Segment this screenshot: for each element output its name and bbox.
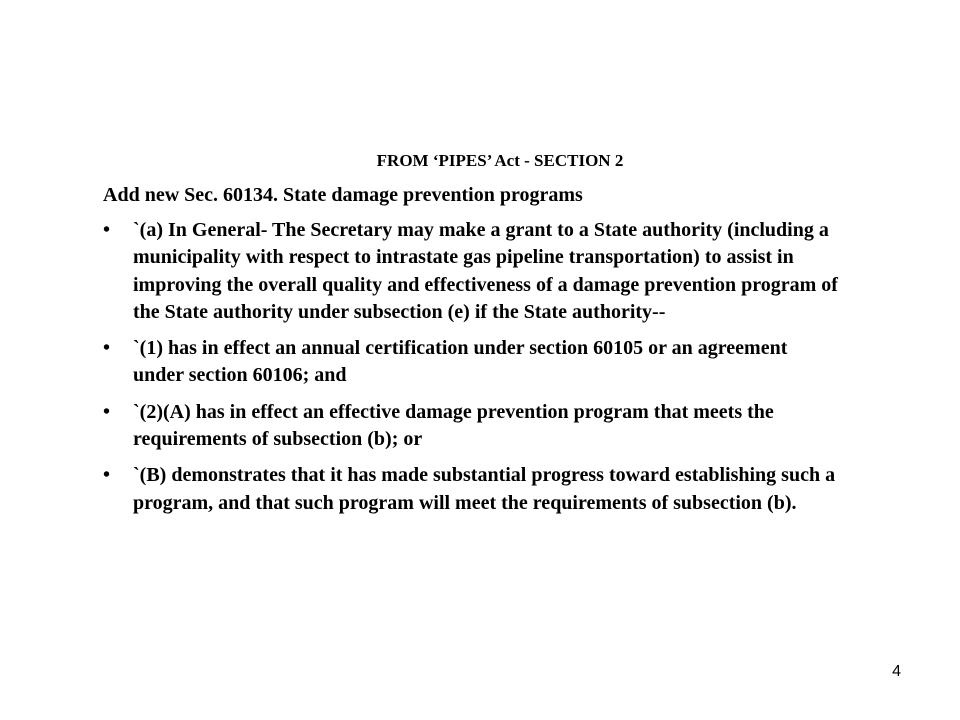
bullet-item-b [103,462,843,517]
bullet-text: `(1) has in effect an annual certification under section 60105 or an agreement under section 60106; and [133,337,788,387]
bullet-text: `(2)(A) has in effect an effective damage prevention program that meets the requirements of subsection (b); or [133,400,774,451]
bullet-item-a [103,217,843,326]
slide-title: FROM ‘PIPES’ Act - SECTION 2 [376,151,624,170]
section-heading: Add new Sec. 60134. State damage prevention programs [103,184,583,206]
page-number: 4 [892,663,901,680]
bullet-text: `(a) In General- The Secretary may make a grant to a State authority (including a municipality with respect to intrastate gas pipeline transportation) to assist in improving the overall quality and effectiveness of a damage prevention program of the State authority under subsection (e) if the State authority-- [133,219,838,323]
bullet-icon: • [103,400,111,423]
bullet-item-1 [103,335,843,390]
bullet-icon: • [103,337,111,360]
bullet-icon: • [103,219,111,241]
bullet-text: `(B) demonstrates that it has made substantial progress toward establishing such a program, and that such program will meet the requirements of subsection (b). [133,464,836,514]
bullet-icon: • [103,464,111,487]
bullet-list [103,217,843,526]
bullet-item-2a [103,399,843,454]
